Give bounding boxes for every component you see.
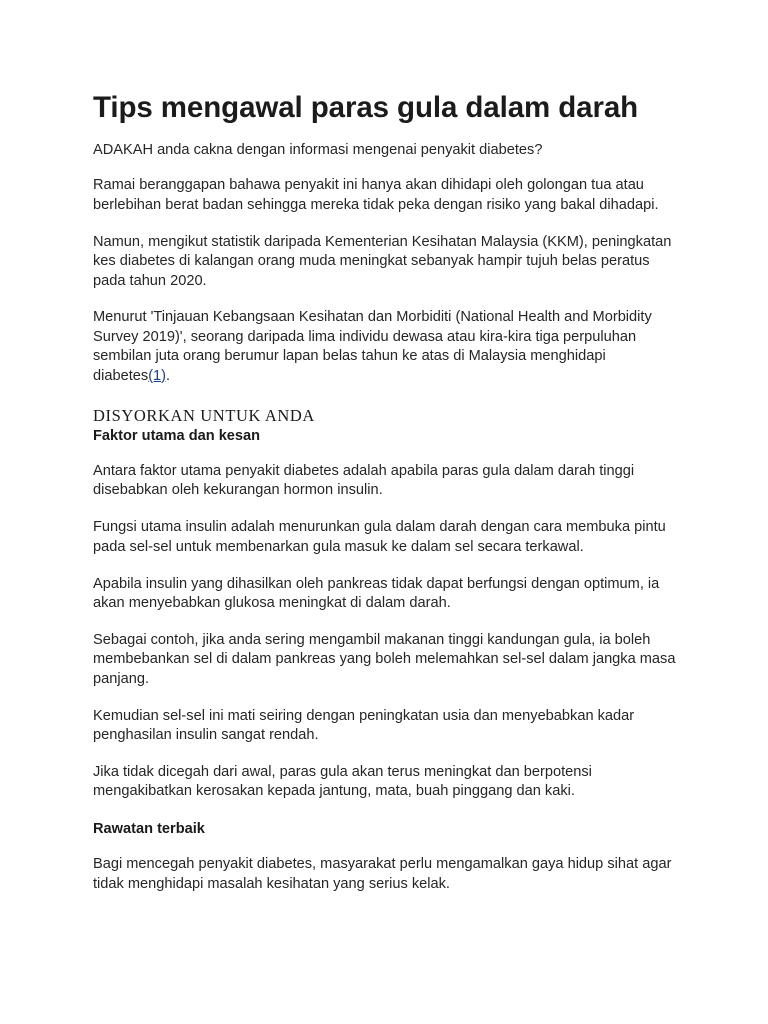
paragraph-intro: ADAKAH anda cakna dengan informasi mengenai penyakit diabetes? (93, 142, 543, 158)
heading-faktor: Faktor utama dan kesan (93, 428, 261, 445)
article (93, 88, 683, 912)
article-title: Tips mengawal paras gula dalam darah (93, 91, 639, 124)
paragraph-7: Apabila insulin yang dihasilkan oleh pankreas tidak dapat berfungsi dengan optimum, ia akan menyebabkan glukosa meningkat di dalam darah. (93, 575, 660, 612)
paragraph-2: Ramai beranggapan bahawa penyakit ini hanya akan dihidapi oleh golongan tua atau berlebihan berat badan sehingga mereka tidak peka dengan risiko yang bakal dihadapi. (93, 177, 659, 213)
paragraph-4-text: Menurut 'Tinjauan Kebangsaan Kesihatan dan Morbiditi (National Health and Morbidity Survey 2019)', seorang daripada lima individu dewasa atau kira-kira tiga perpuluhan sembilan juta orang berumur lapan belas tahun ke atas di Malaysia menghidapi diabetes (93, 309, 652, 384)
paragraph-11: Bagi mencegah penyakit diabetes, masyarakat perlu mengamalkan gaya hidup sihat agar tidak menghidapi masalah kesihatan yang serius kelak. (93, 856, 672, 892)
paragraph-9: Kemudian sel-sel ini mati seiring dengan peningkatan usia dan menyebabkan kadar penghasilan insulin sangat rendah. (93, 707, 635, 744)
paragraph-6: Fungsi utama insulin adalah menurunkan gula dalam darah dengan cara membuka pintu pada sel-sel untuk membenarkan gula masuk ke dalam sel secara terkawal. (93, 519, 666, 555)
paragraph-4-end: . (166, 367, 171, 384)
paragraph-10: Jika tidak dicegah dari awal, paras gula akan terus meningkat dan berpotensi mengakibatkan kerosakan kepada jantung, mata, buah pinggang dan kaki. (93, 764, 592, 800)
heading-rawatan: Rawatan terbaik (93, 821, 205, 838)
paragraph-8: Sebagai contoh, jika anda sering mengambil makanan tinggi kandungan gula, ia boleh membebankan sel di dalam pankreas yang boleh melemahkan sel-sel dalam jangka masa panjang. (93, 632, 676, 687)
paragraph-4 (93, 308, 683, 386)
paragraph-5: Antara faktor utama penyakit diabetes adalah apabila paras gula dalam darah tinggi disebabkan oleh kekurangan hormon insulin. (93, 463, 635, 499)
reference-link[interactable]: (1) (148, 367, 167, 384)
paragraph-3: Namun, mengikut statistik daripada Kementerian Kesihatan Malaysia (KKM), peningkatan kes diabetes di kalangan orang muda meningkat sebanyak hampir tujuh belas peratus pada tahun 2020. (93, 233, 672, 289)
recommended-label: DISYORKAN UNTUK ANDA (93, 406, 315, 426)
